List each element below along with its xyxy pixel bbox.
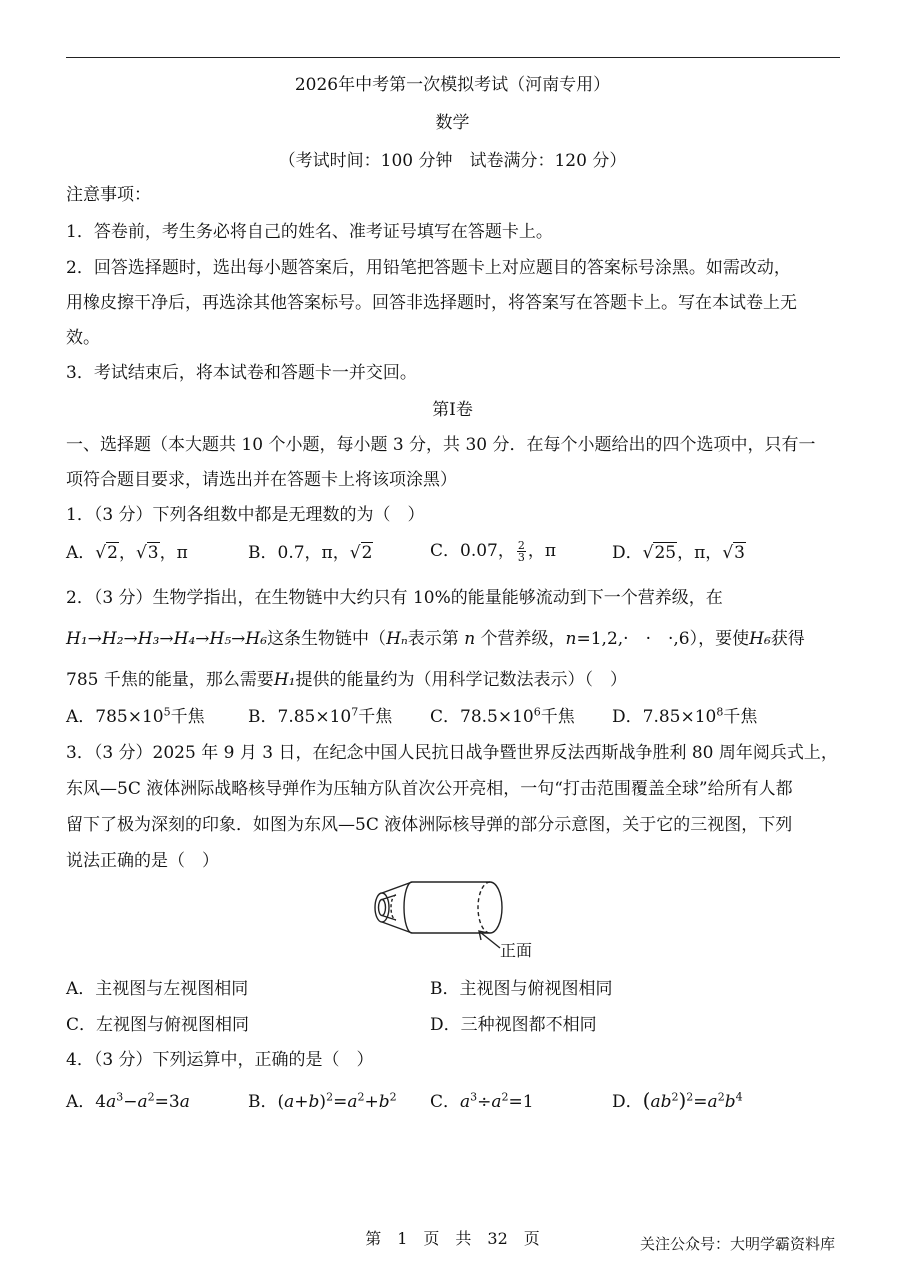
- question-1-option-a: A．√2，√3，π: [66, 543, 188, 563]
- notes-heading: 注意事项：: [66, 185, 151, 205]
- question-3-option-c: C．左视图与俯视图相同: [66, 1015, 250, 1035]
- exam-info: （考试时间：100 分钟 试卷满分：120 分）: [278, 151, 627, 171]
- section-1-line-1: 一、选择题（本大题共 10 个小题，每小题 3 分，共 30 分．在每个小题给出的四个选项中，只有一: [66, 435, 816, 455]
- question-1-stem: 1．（3 分）下列各组数中都是无理数的为（ ）: [66, 505, 425, 525]
- volume-title: 第Ⅰ卷: [432, 400, 473, 420]
- missile-figure: [360, 870, 540, 965]
- question-3-option-a: A．主视图与左视图相同: [66, 979, 249, 999]
- note-item-2-line-2: 用橡皮擦干净后，再选涂其他答案标号。回答非选择题时，将答案写在答题卡上。写在本试卷上无: [66, 293, 797, 313]
- note-item-3: 3．考试结束后，将本试卷和答题卡一并交回。: [66, 363, 417, 383]
- fraction-two-thirds: $\frac{2}{3}$: [517, 539, 525, 564]
- question-4-option-d: D．$(ab^2)^2=a^2b^4$: [612, 1088, 743, 1112]
- question-4-option-c: C．$a^3\div a^2=1$: [430, 1090, 534, 1112]
- question-3-line-3: 留下了极为深刻的印象．如图为东风—5C 液体洲际核导弹的部分示意图，关于它的三视图，下列: [66, 815, 793, 835]
- question-3-line-2: 东风—5C 液体洲际战略核导弹作为压轴方队首次公开亮相，一句“打击范围覆盖全球”给所有人都: [66, 779, 793, 799]
- question-3-option-d: D．三种视图都不相同: [430, 1015, 597, 1035]
- question-3-line-1: 3．（3 分）2025 年 9 月 3 日，在纪念中国人民抗日战争暨世界反法西斯战争胜利 80 周年阅兵式上，: [66, 743, 838, 763]
- note-item-1: 1．答卷前，考生务必将自己的姓名、准考证号填写在答题卡上。: [66, 222, 553, 242]
- question-4-option-a: A．$4a^3-a^2=3a$: [66, 1090, 190, 1112]
- question-3-option-b: B．主视图与俯视图相同: [430, 979, 613, 999]
- page-number: 第 1 页 共 32 页: [365, 1229, 540, 1248]
- header-rule: [66, 57, 840, 58]
- question-1-option-c: C．0.07， $\frac{2}{3}$ ，π: [430, 539, 557, 564]
- question-2-line-3: 785 千焦的能量，那么需要H₁提供的能量约为（用科学记数法表示）（ ）: [66, 670, 627, 690]
- question-2-option-d: D．$7.85\times 10^8$千焦: [612, 705, 758, 727]
- note-item-2-line-3: 效。: [66, 328, 100, 348]
- question-1-option-b: B．0.7，π，√2: [248, 543, 373, 563]
- question-2-stem: 2．（3 分）生物学指出，在生物链中大约只有 10%的能量能够流动到下一个营养级，在: [66, 588, 723, 608]
- question-3-line-4: 说法正确的是（ ）: [66, 851, 219, 871]
- question-4-stem: 4．（3 分）下列运算中，正确的是（ ）: [66, 1050, 374, 1070]
- page-title: 2026年中考第一次模拟考试（河南专用）: [294, 75, 611, 95]
- section-1-line-2: 项符合题目要求，请选出并在答题卡上将该项涂黑）: [66, 470, 457, 490]
- question-1-option-d: D．√25，π，√3: [612, 543, 745, 563]
- subject-title: 数学: [435, 113, 470, 133]
- note-item-2-line-1: 2．回答选择题时，选出每小题答案后，用铅笔把答题卡上对应题目的答案标号涂黑。如需改动，: [66, 258, 791, 278]
- wechat-account-note: 关注公众号：大明学霸资料库: [640, 1235, 836, 1253]
- question-4-option-b: B．$(a+b)^2=a^2+b^2$: [248, 1090, 397, 1112]
- question-2-line-2: H₁→H₂→H₃→H₄→H₅→H₆这条生物链中（Hₙ表示第 n 个营养级，n=1,2,· · ·,6），要使H₆获得: [66, 629, 805, 649]
- question-2-option-c: C．$78.5\times 10^6$千焦: [430, 705, 575, 727]
- question-2-option-a: A．$785\times 10^5$千焦: [66, 705, 205, 727]
- question-2-option-b: B．$7.85\times 10^7$千焦: [248, 705, 393, 727]
- figure-front-label: 正面: [500, 941, 533, 960]
